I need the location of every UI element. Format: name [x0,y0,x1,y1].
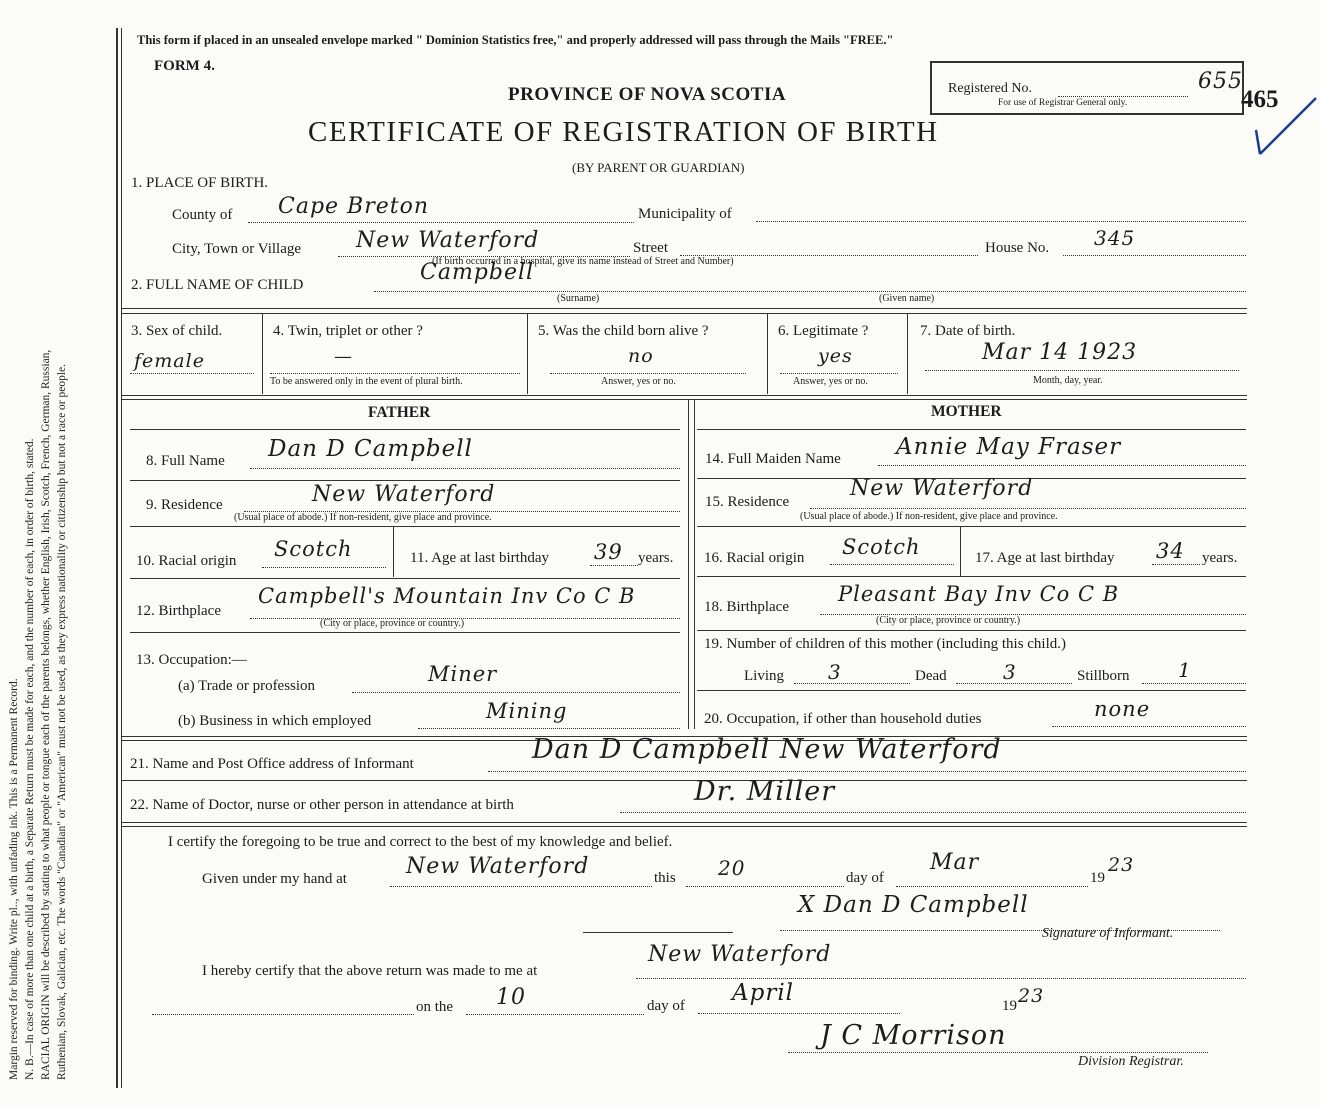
legitimate-value: yes [818,345,853,367]
city-label: City, Town or Village [172,241,302,257]
registered-number: 655 [1198,69,1243,94]
mother-age-unit: years. [1202,550,1238,566]
registrar-place: New Waterford [648,942,832,967]
father-trade-label: (a) Trade or profession [178,678,316,694]
this-value: 20 [718,856,746,880]
father-heading: FATHER [368,404,431,421]
this-label: this [654,870,676,886]
stillborn-value: 1 [1178,658,1192,682]
father-race-label: 10. Racial origin [136,553,237,569]
registrar-signature: J C Morrison [820,1020,1007,1051]
margin-line: N. B.—In case of more than one child at a birth, a Separate Return must be made for each, and the number of each, in order of birth, stated. [24,438,36,1080]
check-mark-icon [1250,90,1320,160]
mother-birthplace-note: (City or place, province or country.) [876,615,1021,626]
father-birthplace-label: 12. Birthplace [136,603,221,619]
mother-children-label: 19. Number of children of this mother (including this child.) [704,636,1067,652]
form-number: FORM 4. [154,58,215,74]
year2-value: 23 [1018,985,1045,1007]
month-value: Mar [930,850,980,875]
dead-label: Dead [915,668,947,684]
house-value: 345 [1094,226,1136,250]
certificate-title: CERTIFICATE OF REGISTRATION OF BIRTH [308,116,939,148]
father-residence-value: New Waterford [312,482,496,507]
city-value: New Waterford [356,228,540,253]
margin-line: RACIAL ORIGIN will be described by stating to what people or tongue each of the parents belongs, whether English, Irish, Scotch, French, German, Russian, [40,349,52,1080]
living-value: 3 [828,660,842,684]
on-the-label: on the [416,999,454,1015]
day-of-label: day of [846,870,884,886]
father-race-value: Scotch [274,537,353,561]
father-trade-value: Miner [428,662,498,686]
stamp-number: 465 [1241,86,1279,113]
father-business-value: Mining [486,699,568,723]
house-label: House No. [985,240,1050,256]
child-surname-value: Campbell [420,260,535,285]
year-value: 23 [1108,854,1135,876]
mother-occupation-value: none [1094,697,1151,721]
child-name-label: 2. FULL NAME OF CHILD [131,277,304,293]
municipality-label: Municipality of [638,206,732,222]
sex-label: 3. Sex of child. [131,323,223,339]
registered-sub: For use of Registrar General only. [998,98,1128,108]
twin-note: To be answered only in the event of plural birth. [270,376,463,387]
mother-birthplace-label: 18. Birthplace [704,599,789,615]
dob-value: Mar 14 1923 [982,340,1138,365]
mother-birthplace-value: Pleasant Bay Inv Co C B [838,582,1120,606]
registered-label: Registered No. [948,81,1032,96]
informant-label: 21. Name and Post Office address of Informant [130,756,414,772]
informant-signature: X Dan D Campbell [798,892,1029,918]
dob-note: Month, day, year. [1033,375,1103,386]
alive-note: Answer, yes or no. [601,376,676,387]
given-name-note: (Given name) [879,293,935,304]
mother-residence-note: (Usual place of abode.) If non-resident, give place and province. [800,511,1058,522]
mother-residence-value: New Waterford [850,476,1034,501]
registrar-label: Division Registrar. [1078,1054,1184,1069]
father-name-value: Dan D Campbell [268,436,473,462]
father-residence-label: 9. Residence [146,497,223,513]
mother-race-label: 16. Racial origin [704,550,805,566]
year2-prefix: 19 [1002,998,1017,1014]
mother-race-value: Scotch [842,535,921,559]
street-label: Street [633,240,668,256]
on-the-value: 10 [496,985,526,1010]
dead-value: 3 [1003,660,1017,684]
mother-occupation-label: 20. Occupation, if other than household duties [704,711,982,727]
dob-label: 7. Date of birth. [920,323,1016,339]
doctor-label: 22. Name of Doctor, nurse or other person in attendance at birth [130,797,514,813]
binding-rule [116,28,118,1088]
county-value: Cape Breton [278,194,430,219]
father-name-label: 8. Full Name [146,453,225,469]
legitimate-note: Answer, yes or no. [793,376,868,387]
legitimate-label: 6. Legitimate ? [778,323,869,339]
mother-heading: MOTHER [931,403,1002,420]
twin-label: 4. Twin, triplet or other ? [273,323,423,339]
mail-notice: This form if placed in an unsealed envelope marked " Dominion Statistics free," and properly addressed will pass through the Mails "FREE." [137,33,894,47]
mother-age-value: 34 [1156,539,1185,563]
margin-line: Margin reserved for binding. Write pl.., with unfading ink. This is a Permanent Record. [8,678,20,1080]
given-place: New Waterford [406,854,590,879]
certificate-subtitle: (BY PARENT OR GUARDIAN) [572,160,745,175]
binding-rule-inner [121,28,122,1088]
father-age-label: 11. Age at last birthday [410,550,549,566]
place-heading: 1. PLACE OF BIRTH. [131,175,269,191]
alive-label: 5. Was the child born alive ? [538,323,709,339]
mother-residence-label: 15. Residence [705,494,790,510]
living-label: Living [744,668,784,684]
father-occupation-label: 13. Occupation:— [136,652,247,668]
surname-note: (Surname) [557,293,600,304]
mother-name-value: Annie May Fraser [896,434,1122,460]
sex-value: female [134,350,205,372]
father-age-value: 39 [594,540,623,564]
stillborn-label: Stillborn [1077,668,1130,684]
section-divider [122,313,1247,314]
signature-label: Signature of Informant. [1042,926,1174,941]
father-residence-note: (Usual place of abode.) If non-resident, give place and province. [234,512,492,523]
father-birthplace-value: Campbell's Mountain Inv Co C B [258,584,636,608]
father-age-unit: years. [638,550,674,566]
doctor-value: Dr. Miller [694,776,836,807]
section-divider [122,308,1247,309]
registrar-statement: I hereby certify that the above return was made to me at [202,963,538,979]
margin-line: Ruthenian, Slovak, Galician, etc. The words "Canadian" or "American" must not be used, as they express nationality or citizenship but not a race or people. [56,363,68,1080]
year-prefix: 19 [1090,870,1105,886]
county-label: County of [172,207,233,223]
mother-age-label: 17. Age at last birthday [975,550,1115,566]
father-birthplace-note: (City or place, province or country.) [320,618,465,629]
father-business-label: (b) Business in which employed [178,713,372,729]
twin-value: — [334,346,353,367]
registered-box [930,61,1244,115]
informant-value: Dan D Campbell New Waterford [532,734,1002,765]
street-note: (If birth occurred in a hospital, give its name instead of Street and Number) [432,256,734,267]
mother-name-label: 14. Full Maiden Name [705,451,841,467]
certify-statement: I certify the foregoing to be true and correct to the best of my knowledge and belief. [168,834,673,850]
margin-instructions [6,40,70,1080]
month2-value: April [732,980,795,1006]
province-heading: PROVINCE OF NOVA SCOTIA [508,84,787,105]
alive-value: no [628,345,654,367]
given-label: Given under my hand at [202,871,347,887]
day-of2-label: day of [647,998,685,1014]
